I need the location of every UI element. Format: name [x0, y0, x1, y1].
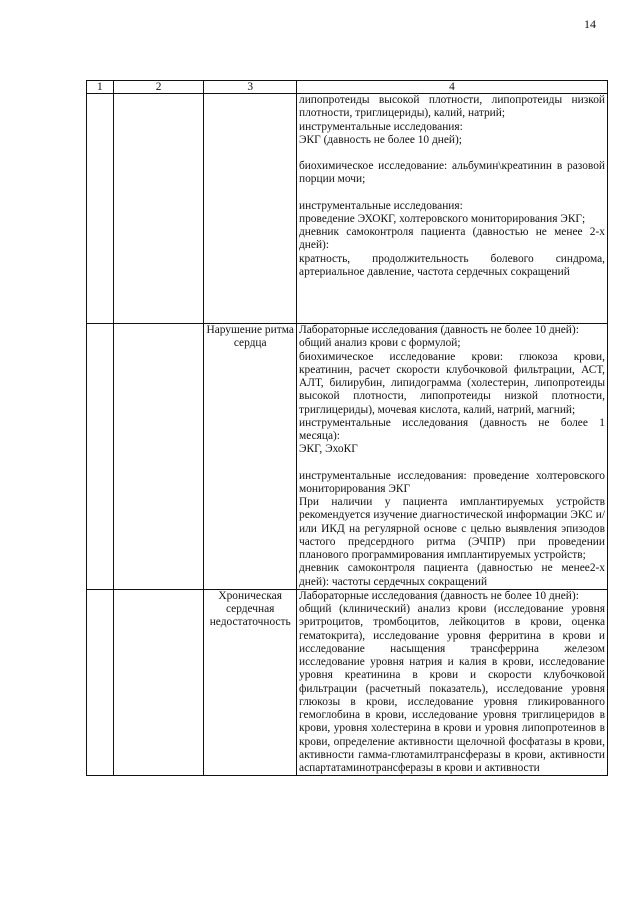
requirement-line: ЭКГ, ЭхоКГ: [299, 443, 358, 456]
requirement-line: инструментальные исследования (давность не более 1 месяца):: [299, 416, 605, 442]
cell-col1: [87, 589, 114, 776]
cell-col1: [87, 94, 114, 324]
requirement-line: биохимическое исследование крови: глюкоза крови, креатинин, расчет скорости клубочковой фильтрации, АСТ, АЛТ, билирубин, липидограмма (холестерин, липопротеиды высокой плотности, липопротеиды низкой плотности, триглицериды), мочевая кислота, калий, натрий, магний;: [299, 350, 605, 416]
cell-requirements: [297, 589, 608, 776]
cell-condition: Нарушение ритма сердца: [204, 324, 297, 590]
column-header-1: 1: [87, 81, 114, 94]
requirement-line: инструментальные исследования:: [299, 120, 463, 133]
requirements-table: [86, 80, 608, 776]
requirement-line: биохимическое исследование: альбумин\креатинин в разовой порции мочи;: [299, 160, 605, 186]
blank-line: [299, 187, 605, 200]
table-row: [87, 589, 608, 776]
blank-line: [299, 147, 605, 160]
column-header-2: 2: [113, 81, 204, 94]
cell-col2: [113, 324, 204, 590]
requirement-line: кратность, продолжительность болевого синдрома, артериальное давление, частота сердечных сокращений: [299, 252, 605, 278]
requirement-line: общий анализ крови с формулой;: [299, 337, 461, 350]
requirement-line: Лабораторные исследования (давность не более 10 дней):: [299, 589, 579, 602]
cell-condition: Хроническая сердечная недостаточность: [204, 589, 297, 776]
requirement-line: ЭКГ (давность не более 10 дней);: [299, 133, 462, 146]
cell-condition: [204, 94, 297, 324]
cell-col2: [113, 94, 204, 324]
requirement-line: При наличии у пациента имплантируемых устройств рекомендуется изучение диагностической информации ЭКС и/или ИКД на регулярной основе с целью выявления эпизодов частого предсердного ритма (ЭЧПР) при проведении планового программирования имплантируемых устройств;: [299, 496, 605, 561]
cell-requirements: [297, 324, 608, 590]
page-number: 14: [584, 17, 596, 31]
table-row: [87, 94, 608, 324]
requirement-line: дневник самоконтроля пациента (давностью не менее 2-х дней):: [299, 226, 605, 252]
blank-line: [299, 457, 605, 470]
table-row: [87, 324, 608, 590]
requirement-line: инструментальные исследования: проведение холтеровского мониторирования ЭКГ: [299, 469, 605, 495]
requirement-line: инструментальные исследования:: [299, 199, 463, 212]
cell-requirements: [297, 94, 608, 324]
requirement-line: липопротеиды высокой плотности, липопротеиды низкой плотности, триглицериды), калий, натрий;: [299, 94, 605, 120]
requirement-line: Лабораторные исследования (давность не более 10 дней):: [299, 324, 579, 336]
column-header-3: 3: [204, 81, 297, 94]
column-header-4: 4: [297, 81, 608, 94]
requirement-line: общий (клинический) анализ крови (исследование уровня эритроцитов, тромбоцитов, лейкоцитов в крови, оценка гематокрита), исследование уровня ферритина в крови и исследование насыщения трансферрина железом исследование уровня натрия и калия в крови, исследование уровня креатинина в крови и скорости клубочковой фильтрации (расчетный показатель), исследование уровня глюкозы в крови, исследование уровня гликированного гемоглобина в крови, исследование уровня триглицеридов в крови, уровня холестерина в крови и уровня липопротеинов в крови, определение активности щелочной фосфатазы в крови, активности гамма-глютамилтрансферазы в крови, активности аспартатаминотрансферазы в крови и активности: [299, 603, 605, 774]
requirement-line: проведение ЭХОКГ, холтеровского мониторирования ЭКГ;: [299, 212, 586, 225]
requirement-line: дневник самоконтроля пациента (давностью не менее2-х дней): частоты сердечных сокращений: [299, 562, 605, 588]
cell-col1: [87, 324, 114, 590]
cell-col2: [113, 589, 204, 776]
table-header-row: [87, 81, 608, 94]
